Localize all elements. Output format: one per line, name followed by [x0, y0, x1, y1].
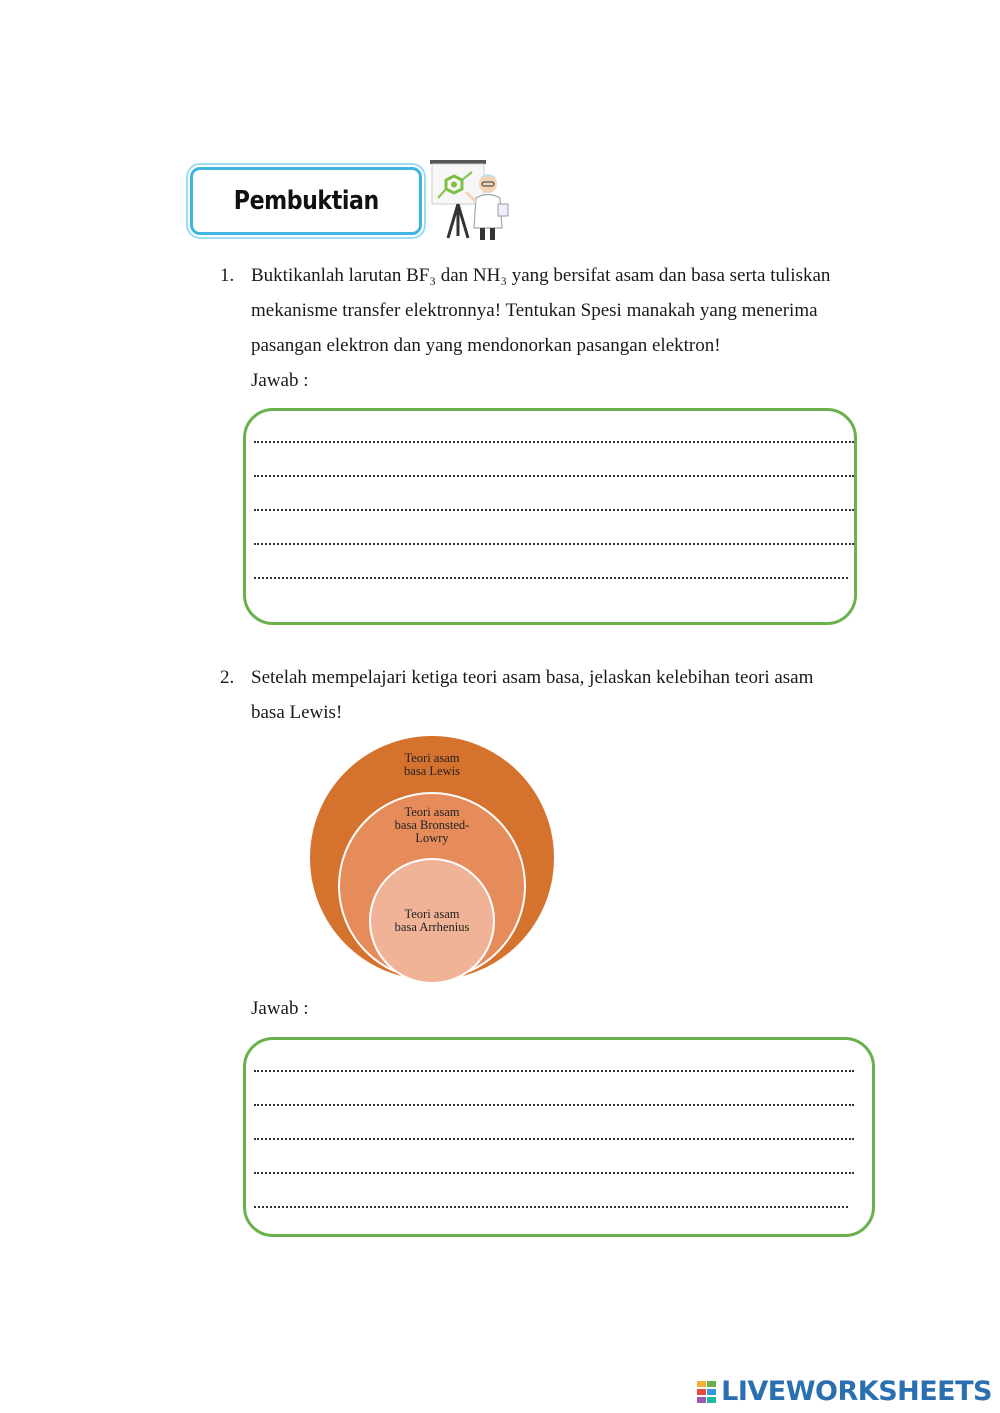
question-2-line: Setelah mempelajari ketiga teori asam basa, jelaskan kelebihan teori asam	[251, 667, 814, 688]
answer-line[interactable]	[254, 1138, 854, 1140]
answer-line[interactable]	[254, 1172, 854, 1174]
teacher-presentation-icon	[426, 158, 516, 248]
question-2-number: 2.	[220, 667, 235, 688]
answer-line[interactable]	[254, 1104, 854, 1106]
answer-line[interactable]	[254, 1206, 848, 1208]
question-2-answer-box[interactable]	[243, 1037, 875, 1237]
answer-line[interactable]	[254, 441, 854, 443]
liveworksheets-icon	[697, 1381, 717, 1403]
liveworksheets-logo	[697, 1376, 992, 1407]
brand-name: LIVEWORKSHEETS	[721, 1376, 992, 1407]
section-title: Pembuktian	[233, 186, 379, 216]
question-1-number: 1.	[220, 265, 235, 286]
answer-line[interactable]	[254, 1070, 854, 1072]
question-1-answer-label: Jawab :	[251, 370, 309, 391]
question-2-line: basa Lewis!	[251, 702, 343, 723]
question-1-text	[251, 258, 855, 363]
question-1-line: Buktikanlah larutan BF₃ dan NH₃ yang bersifat asam dan basa serta tuliskan	[251, 265, 831, 286]
bronsted-lowry-theory-label: Teori asam basa Bronsted- Lowry	[394, 805, 470, 845]
question-2-text	[251, 660, 855, 730]
question-1-line: mekanisme transfer elektronnya! Tentukan Spesi manakah yang menerima	[251, 300, 818, 321]
section-title-box	[190, 167, 422, 235]
question-1-answer-box[interactable]	[243, 408, 857, 625]
question-2-answer-label: Jawab :	[251, 998, 309, 1019]
question-1-line: pasangan elektron dan yang mendonorkan pasangan elektron!	[251, 335, 721, 356]
answer-line[interactable]	[254, 543, 854, 545]
answer-line[interactable]	[254, 475, 854, 477]
answer-line[interactable]	[254, 577, 848, 579]
lewis-theory-label: Teori asam basa Lewis	[404, 751, 460, 778]
arrhenius-theory-label: Teori asam basa Arrhenius	[394, 907, 470, 934]
answer-line[interactable]	[254, 509, 854, 511]
